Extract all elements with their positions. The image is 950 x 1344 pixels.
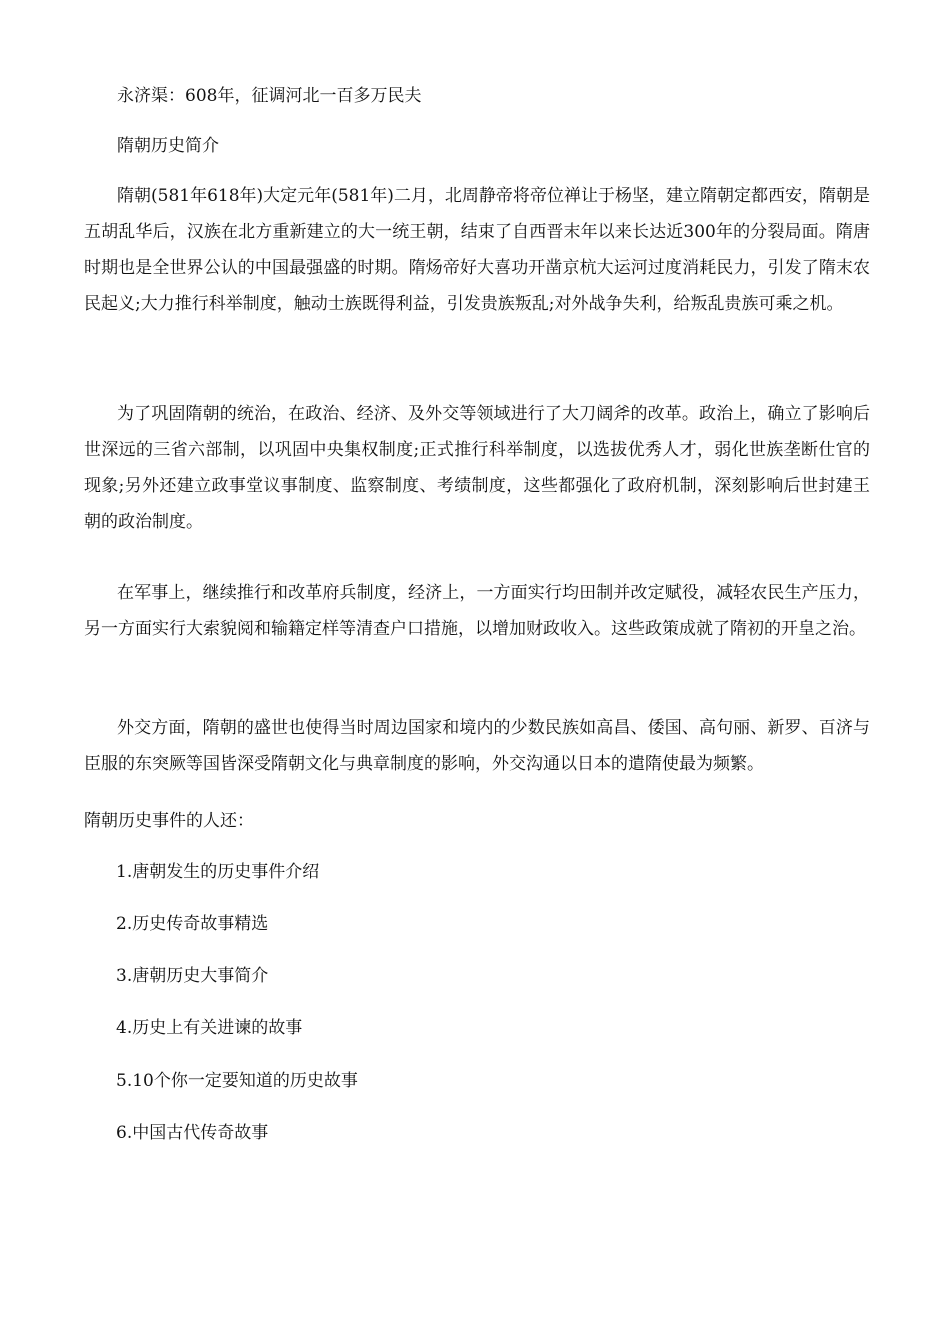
paragraph-political-reforms: 为了巩固隋朝的统治，在政治、经济、及外交等领域进行了大刀阔斧的改革。政治上，确立了影响后世深远的三省六部制，以巩固中央集权制度;正式推行科举制度，以选拔优秀人才，弱化世族垄断仕官的现象;另外还建立政事堂议事制度、监察制度、考绩制度，这些都强化了政府机制，深刻影响后世封建王朝的政治制度。 [84, 404, 870, 532]
paragraph-foreign-relations: 外交方面，隋朝的盛世也使得当时周边国家和境内的少数民族如高昌、倭国、高句丽、新罗、百济与臣服的东突厥等国皆深受隋朝文化与典章制度的影响，外交沟通以日本的遣隋使最为频繁。 [84, 718, 870, 774]
paragraph-military-economy: 在军事上，继续推行和改革府兵制度，经济上，一方面实行均田制并改定赋役，减轻农民生产压力，另一方面实行大索貌阅和输籍定样等清查户口措施，以增加财政收入。这些政策成就了隋初的开皇之治。 [84, 583, 870, 639]
related-articles-heading: 隋朝历史事件的人还： [84, 811, 254, 831]
related-article-link[interactable]: 4.历史上有关进谏的故事 [116, 1018, 303, 1038]
section-heading-sui-intro: 隋朝历史简介 [117, 136, 219, 156]
paragraph-sui-overview: 隋朝(581年618年)大定元年(581年)二月，北周静帝将帝位禅让于杨坚，建立隋朝定都西安，隋朝是五胡乱华后，汉族在北方重新建立的大一统王朝，结束了自西晋末年以来长达近300年的分裂局面。隋唐时期也是全世界公认的中国最强盛的时期。隋炀帝好大喜功开凿京杭大运河过度消耗民力，引发了隋末农民起义;大力推行科举制度，触动士族既得利益，引发贵族叛乱;对外战争失利，给叛乱贵族可乘之机。 [84, 186, 870, 314]
related-article-link[interactable]: 1.唐朝发生的历史事件介绍 [116, 862, 320, 882]
text-line-yongji-canal: 永济渠：608年，征调河北一百多万民夫 [117, 86, 422, 106]
related-article-link[interactable]: 2.历史传奇故事精选 [116, 914, 269, 934]
related-article-link[interactable]: 3.唐朝历史大事简介 [116, 966, 269, 986]
related-article-link[interactable]: 5.10个你一定要知道的历史故事 [116, 1071, 358, 1091]
related-article-link[interactable]: 6.中国古代传奇故事 [116, 1123, 269, 1143]
